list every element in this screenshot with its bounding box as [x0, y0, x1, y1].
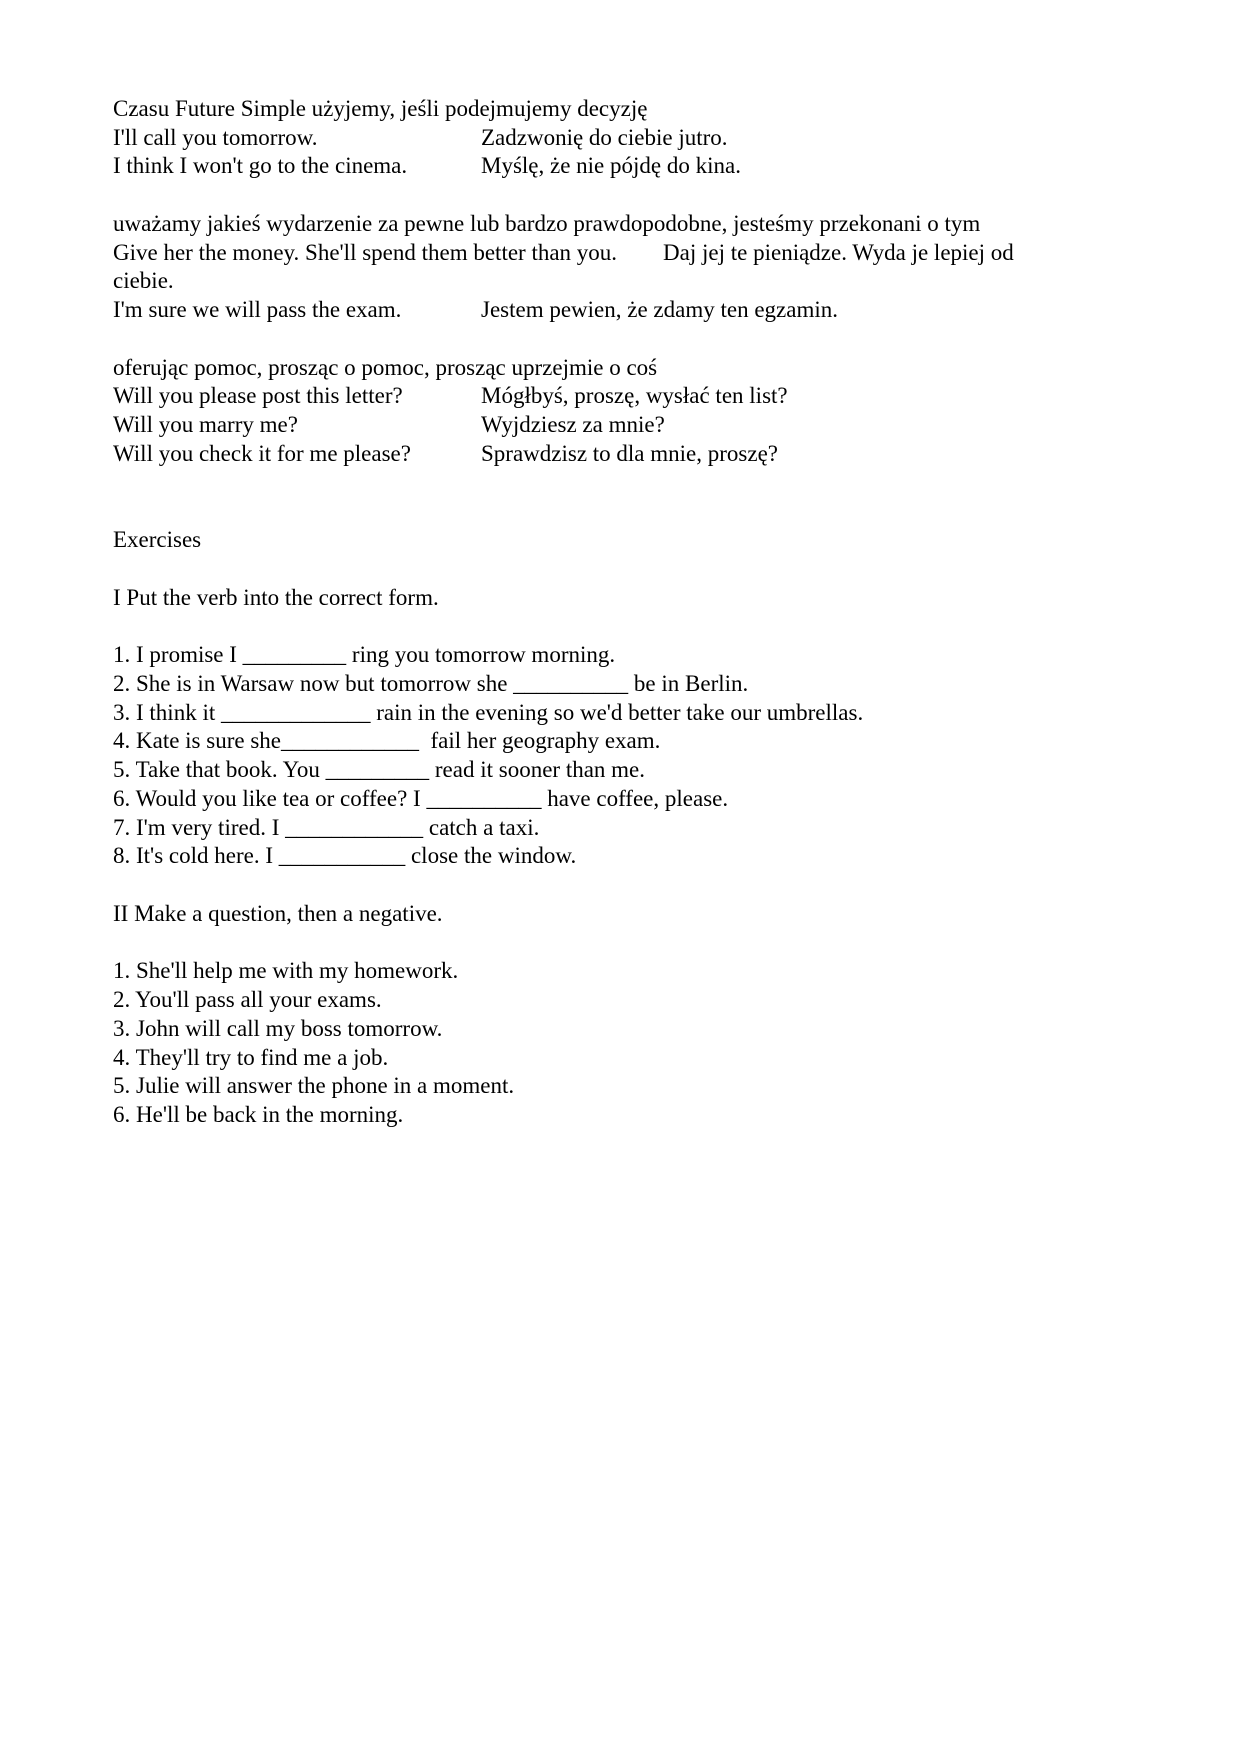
- exercises-heading: Exercises: [113, 527, 202, 552]
- decision-intro: Czasu Future Simple użyjemy, jeśli podejmujemy decyzję: [113, 96, 648, 121]
- request-example-pl-2: Wyjdziesz za mnie?: [481, 412, 665, 437]
- exercise-2-item: 2. You'll pass all your exams.: [113, 987, 382, 1012]
- exercise-1-item: 8. It's cold here. I ___________ close the window.: [113, 843, 577, 868]
- decision-example-pl-2: Myślę, że nie pójdę do kina.: [481, 153, 741, 178]
- certainty-intro: uważamy jakieś wydarzenie za pewne lub bardzo prawdopodobne, jesteśmy przekonani o tym: [113, 211, 981, 236]
- certainty-example-pl-2: Jestem pewien, że zdamy ten egzamin.: [481, 297, 838, 322]
- certainty-example-en-2: I'm sure we will pass the exam.: [113, 297, 402, 322]
- certainty-example-1-cont: ciebie.: [113, 268, 174, 293]
- exercise-1-instruction: I Put the verb into the correct form.: [113, 585, 439, 610]
- exercise-1-item: 7. I'm very tired. I ____________ catch a taxi.: [113, 815, 540, 840]
- exercise-1-item: 6. Would you like tea or coffee? I __________ have coffee, please.: [113, 786, 729, 811]
- exercise-1-item: 4. Kate is sure she____________ fail her geography exam.: [113, 728, 661, 753]
- exercise-2-item: 4. They'll try to find me a job.: [113, 1045, 389, 1070]
- request-example-en-1: Will you please post this letter?: [113, 383, 403, 408]
- exercise-2-instruction: II Make a question, then a negative.: [113, 901, 443, 926]
- request-example-pl-3: Sprawdzisz to dla mnie, proszę?: [481, 441, 778, 466]
- exercise-2-item: 6. He'll be back in the morning.: [113, 1102, 404, 1127]
- decision-example-pl-1: Zadzwonię do ciebie jutro.: [481, 125, 728, 150]
- request-example-en-3: Will you check it for me please?: [113, 441, 411, 466]
- exercise-1-item: 5. Take that book. You _________ read it sooner than me.: [113, 757, 646, 782]
- exercise-1-item: 3. I think it _____________ rain in the evening so we'd better take our umbrellas.: [113, 700, 864, 725]
- requests-intro: oferując pomoc, prosząc o pomoc, prosząc uprzejmie o coś: [113, 355, 658, 380]
- exercise-1-item: 1. I promise I _________ ring you tomorrow morning.: [113, 642, 616, 667]
- decision-example-en-1: I'll call you tomorrow.: [113, 125, 318, 150]
- decision-example-en-2: I think I won't go to the cinema.: [113, 153, 408, 178]
- certainty-example-1: Give her the money. She'll spend them better than you. Daj jej te pieniądze. Wyda je lepiej od: [113, 240, 1014, 265]
- exercise-2-item: 3. John will call my boss tomorrow.: [113, 1016, 443, 1041]
- request-example-pl-1: Mógłbyś, proszę, wysłać ten list?: [481, 383, 788, 408]
- exercise-2-item: 1. She'll help me with my homework.: [113, 958, 459, 983]
- request-example-en-2: Will you marry me?: [113, 412, 298, 437]
- exercise-2-item: 5. Julie will answer the phone in a moment.: [113, 1073, 515, 1098]
- exercise-1-item: 2. She is in Warsaw now but tomorrow she __________ be in Berlin.: [113, 671, 749, 696]
